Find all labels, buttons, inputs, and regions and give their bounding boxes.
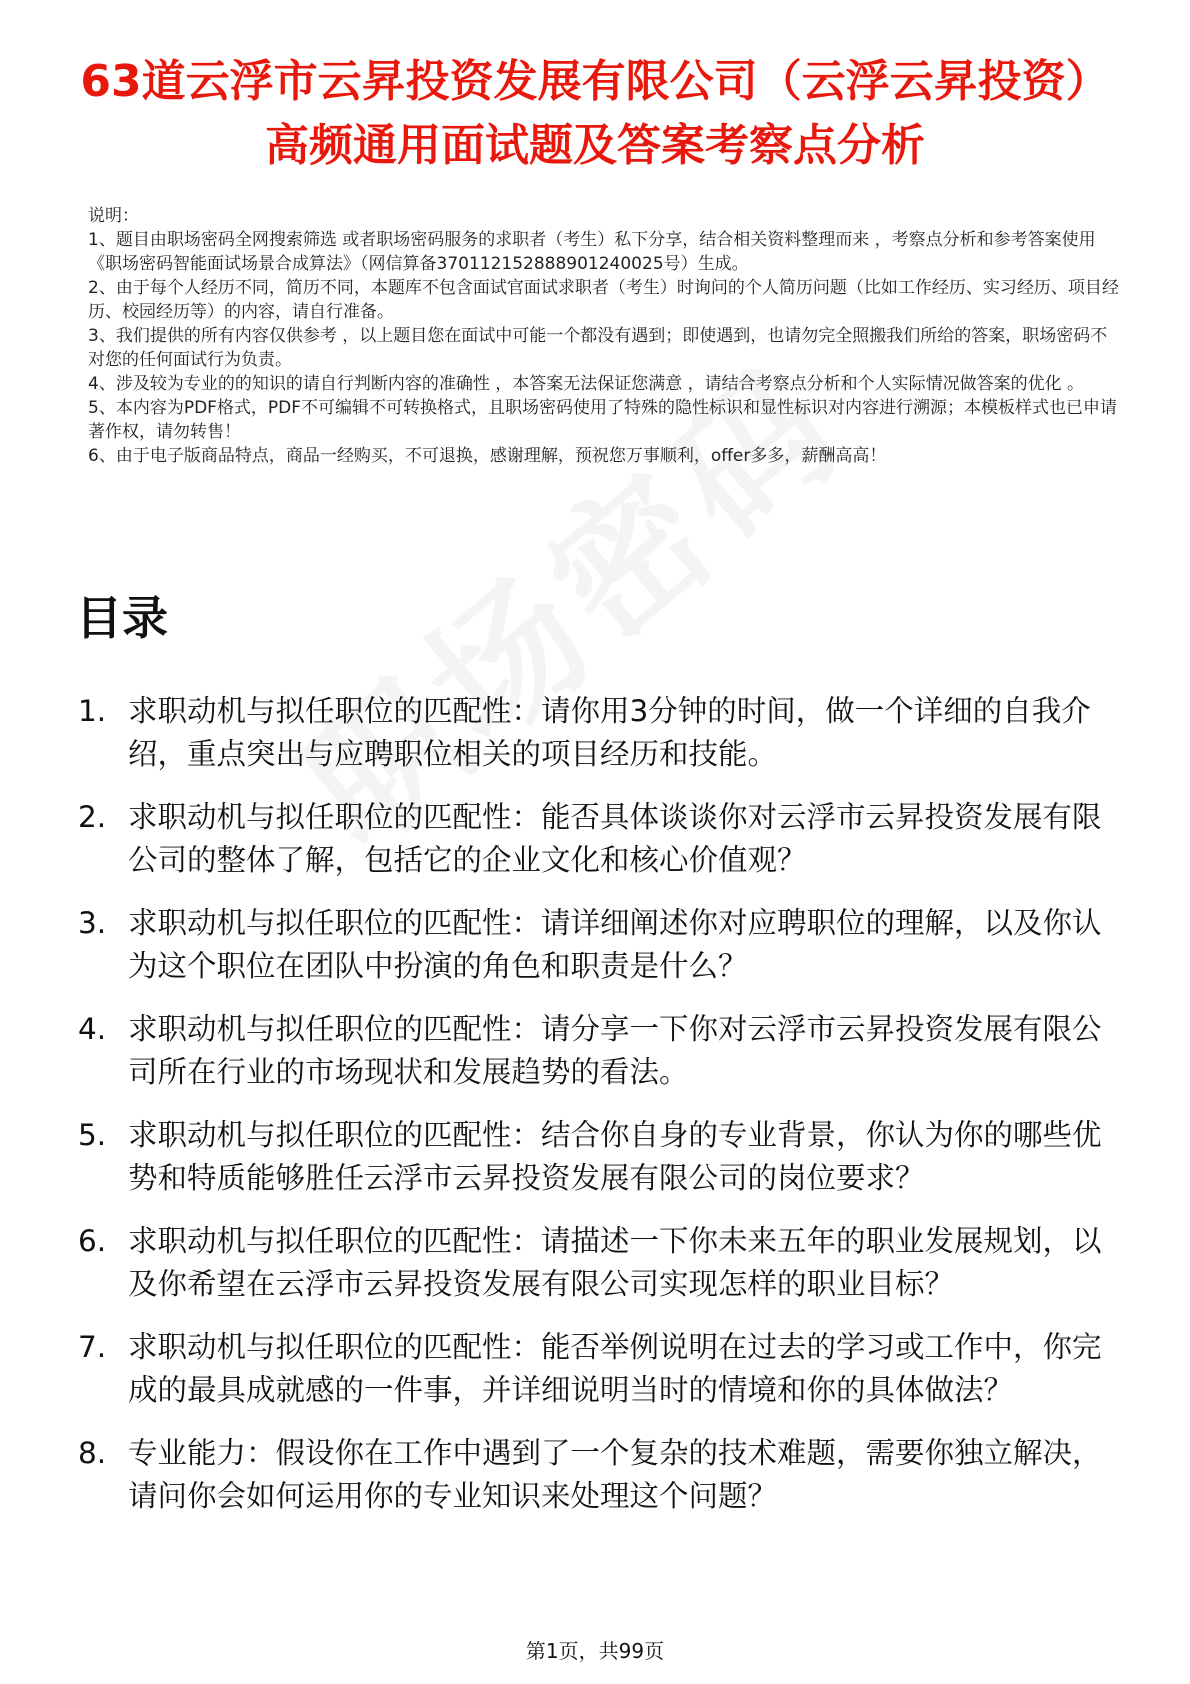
note-item: 4、涉及较为专业的的知识的请自行判断内容的准确性 ，本答案无法保证您满意 ，请结合考察点分析和个人实际情况做答案的优化 。 xyxy=(88,374,1085,394)
note-item: 2、由于每个人经历不同，简历不同，本题库不包含面试官面试求职者（考生）时询问的个人简历问题（比如工作经历、实习经历、项目经历、校园经历等）的内容，请自行准备。 xyxy=(88,278,1119,322)
toc-list xyxy=(76,690,1126,1538)
toc-item-text: 求职动机与拟任职位的匹配性：能否举例说明在过去的学习或工作中，你完成的最具成就感的一件事，并详细说明当时的情境和你的具体做法？ xyxy=(128,1330,1102,1407)
toc-item[interactable] xyxy=(76,796,1126,882)
toc-item-text: 求职动机与拟任职位的匹配性：请你用3分钟的时间，做一个详细的自我介绍，重点突出与应聘职位相关的项目经历和技能。 xyxy=(128,694,1091,771)
note-item: 3、我们提供的所有内容仅供参考 ，以上题目您在面试中可能一个都没有遇到；即使遇到，也请勿完全照搬我们所给的答案，职场密码不对您的任何面试行为负责。 xyxy=(88,326,1108,370)
toc-item[interactable] xyxy=(76,690,1126,776)
toc-item[interactable] xyxy=(76,1220,1126,1306)
toc-item-text: 求职动机与拟任职位的匹配性：结合你自身的专业背景，你认为你的哪些优势和特质能够胜任云浮市云昇投资发展有限公司的岗位要求？ xyxy=(128,1118,1102,1195)
toc-item-text: 求职动机与拟任职位的匹配性：请详细阐述你对应聘职位的理解，以及你认为这个职位在团队中扮演的角色和职责是什么？ xyxy=(128,906,1102,983)
toc-item-number: 3. xyxy=(78,906,107,940)
toc-heading: 目录 xyxy=(76,591,168,645)
notes-heading: 说明： xyxy=(88,206,139,226)
toc-item-number: 7. xyxy=(78,1330,107,1364)
toc-item[interactable] xyxy=(76,1432,1126,1518)
note-item: 5、本内容为PDF格式，PDF不可编辑不可转换格式，且职场密码使用了特殊的隐性标识和显性标识对内容进行溯源；本模板样式也已申请著作权，请勿转售！ xyxy=(88,398,1118,442)
toc-item[interactable] xyxy=(76,1326,1126,1412)
toc-item-text: 专业能力：假设你在工作中遇到了一个复杂的技术难题，需要你独立解决，请问你会如何运用你的专业知识来处理这个问题？ xyxy=(128,1436,1102,1513)
toc-item-number: 8. xyxy=(78,1436,107,1470)
toc-item[interactable] xyxy=(76,902,1126,988)
toc-item[interactable] xyxy=(76,1008,1126,1094)
note-item: 6、由于电子版商品特点，商品一经购买，不可退换，感谢理解，预祝您万事顺利，offer多多，薪酬高高！ xyxy=(88,446,887,466)
toc-item-number: 4. xyxy=(78,1012,107,1046)
toc-item[interactable] xyxy=(76,1114,1126,1200)
toc-item-text: 求职动机与拟任职位的匹配性：能否具体谈谈你对云浮市云昇投资发展有限公司的整体了解，包括它的企业文化和核心价值观？ xyxy=(128,800,1102,877)
notes-section xyxy=(88,204,1123,468)
toc-item-number: 5. xyxy=(78,1118,107,1152)
toc-item-text: 求职动机与拟任职位的匹配性：请描述一下你未来五年的职业发展规划，以及你希望在云浮市云昇投资发展有限公司实现怎样的职业目标？ xyxy=(128,1224,1102,1301)
toc-item-number: 6. xyxy=(78,1224,107,1258)
toc-item-text: 求职动机与拟任职位的匹配性：请分享一下你对云浮市云昇投资发展有限公司所在行业的市场现状和发展趋势的看法。 xyxy=(128,1012,1102,1089)
page-footer: 第1页，共99页 xyxy=(525,1639,665,1663)
note-item: 1、题目由职场密码全网搜索筛选 或者职场密码服务的求职者（考生）私下分享，结合相关资料整理而来 ，考察点分析和参考答案使用《职场密码智能面试场景合成算法》（网信算备370112152888901240025号）生成。 xyxy=(88,230,1096,274)
document-title: 63道云浮市云昇投资发展有限公司（云浮云昇投资）高频通用面试题及答案考察点分析 xyxy=(80,56,1110,171)
toc-item-number: 1. xyxy=(78,694,107,728)
toc-item-number: 2. xyxy=(78,800,107,834)
